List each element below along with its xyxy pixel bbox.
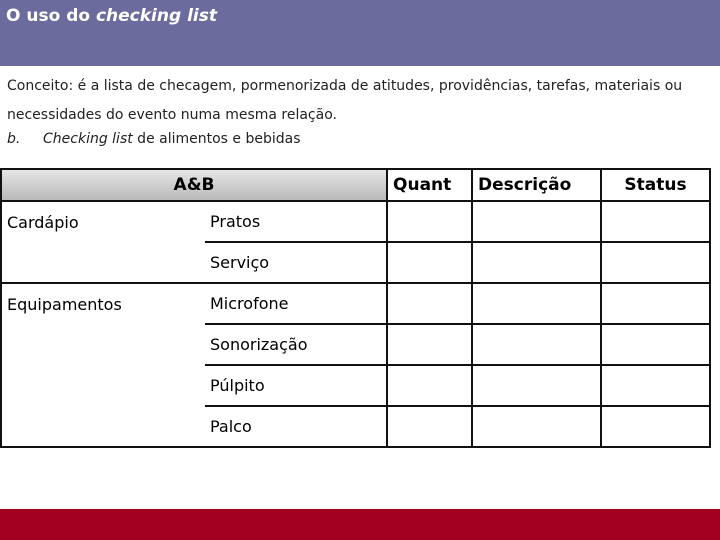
checklist-table	[0, 168, 711, 448]
footer-band	[0, 509, 720, 540]
category-cell	[1, 324, 205, 365]
descricao-cell[interactable]	[472, 406, 601, 447]
category-cell	[1, 242, 205, 283]
descricao-cell[interactable]	[472, 365, 601, 406]
status-cell[interactable]	[601, 406, 710, 447]
status-cell[interactable]	[601, 201, 710, 242]
item-cell: Palco	[205, 406, 387, 447]
status-cell[interactable]	[601, 242, 710, 283]
header-band	[0, 0, 720, 66]
item-cell: Serviço	[205, 242, 387, 283]
table-row	[1, 201, 710, 242]
table-row	[1, 242, 710, 283]
header-ab: A&B	[1, 169, 387, 201]
header-status: Status	[601, 169, 710, 201]
quant-cell[interactable]	[387, 324, 472, 365]
category-cell	[1, 365, 205, 406]
quant-cell[interactable]	[387, 283, 472, 324]
item-b-italic: Checking list	[43, 131, 133, 147]
quant-cell[interactable]	[387, 365, 472, 406]
quant-cell[interactable]	[387, 406, 472, 447]
descricao-cell[interactable]	[472, 242, 601, 283]
item-cell: Sonorização	[205, 324, 387, 365]
descricao-cell[interactable]	[472, 283, 601, 324]
status-cell[interactable]	[601, 283, 710, 324]
item-cell: Pratos	[205, 201, 387, 242]
title-italic: checking list	[95, 6, 217, 26]
table-row	[1, 406, 710, 447]
item-b-letter: b.	[7, 131, 21, 147]
header-quant: Quant	[387, 169, 472, 201]
quant-cell[interactable]	[387, 242, 472, 283]
slide-title	[6, 6, 217, 26]
status-cell[interactable]	[601, 324, 710, 365]
concept-text: Conceito: é a lista de checagem, pormenorizada de atitudes, providências, tarefas, materiais ou necessidades do evento numa mesma relação.	[7, 78, 683, 123]
table-row	[1, 365, 710, 406]
quant-cell[interactable]	[387, 201, 472, 242]
item-cell: Microfone	[205, 283, 387, 324]
item-b	[7, 131, 301, 147]
category-cell: Equipamentos	[1, 283, 205, 324]
item-cell: Púlpito	[205, 365, 387, 406]
table-row	[1, 283, 710, 324]
table-header-row	[1, 169, 710, 201]
item-b-rest: de alimentos e bebidas	[132, 131, 301, 147]
title-plain: O uso do	[6, 6, 96, 26]
category-cell: Cardápio	[1, 201, 205, 242]
status-cell[interactable]	[601, 365, 710, 406]
descricao-cell[interactable]	[472, 324, 601, 365]
descricao-cell[interactable]	[472, 201, 601, 242]
header-descricao: Descrição	[472, 169, 601, 201]
table-row	[1, 324, 710, 365]
category-cell	[1, 406, 205, 447]
